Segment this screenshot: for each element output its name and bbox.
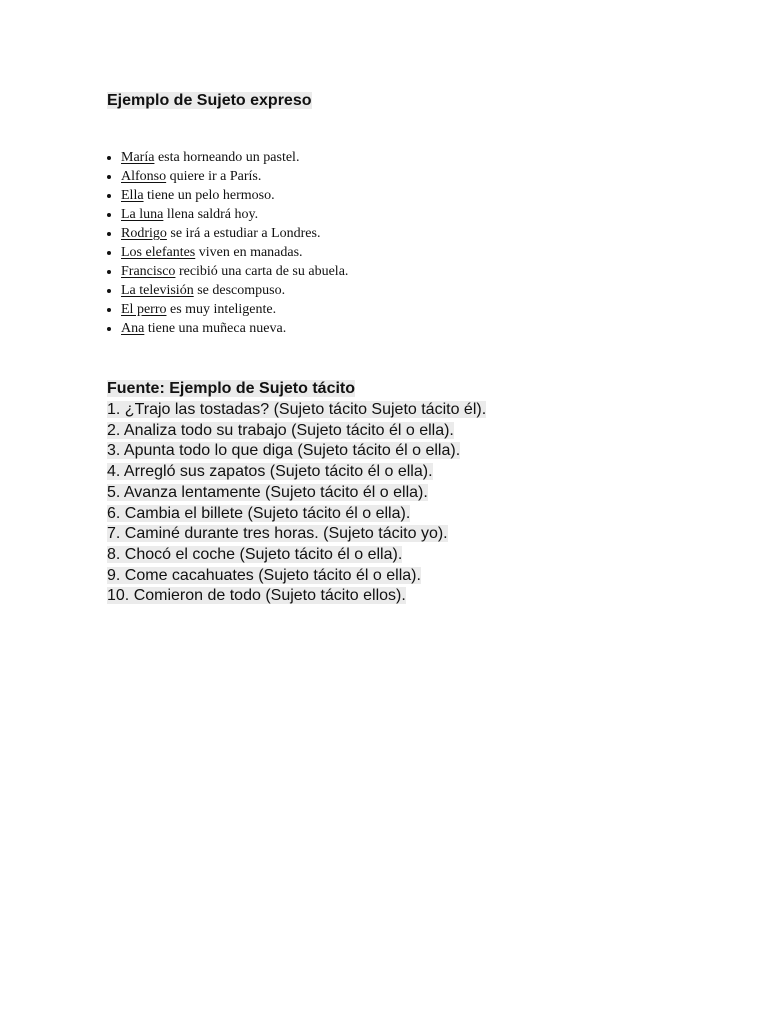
tacito-item-text: 5. Avanza lentamente (Sujeto tácito él o ella). bbox=[107, 483, 428, 501]
list-item bbox=[121, 243, 348, 262]
tacito-item-text: 3. Apunta todo lo que diga (Sujeto tácito él o ella). bbox=[107, 442, 461, 460]
list-item bbox=[107, 524, 486, 545]
predicate-text: recibió una carta de su abuela. bbox=[175, 264, 349, 279]
subject-text: El perro bbox=[121, 302, 167, 317]
list-item bbox=[107, 586, 486, 607]
list-item bbox=[107, 462, 486, 483]
sujeto-expreso-title: Ejemplo de Sujeto expreso bbox=[107, 92, 312, 109]
tacito-item-text: 4. Arregló sus zapatos (Sujeto tácito él o ella). bbox=[107, 463, 433, 481]
sujeto-expreso-list bbox=[107, 148, 348, 338]
list-item bbox=[121, 167, 348, 186]
list-item bbox=[121, 300, 348, 319]
sujeto-tacito-heading bbox=[107, 379, 355, 399]
list-item bbox=[107, 483, 486, 504]
subject-text: Ella bbox=[121, 188, 144, 203]
list-item bbox=[107, 441, 486, 462]
predicate-text: es muy inteligente. bbox=[166, 302, 277, 317]
list-item bbox=[121, 148, 348, 167]
sujeto-tacito-list bbox=[107, 400, 486, 607]
list-item bbox=[121, 205, 348, 224]
list-item bbox=[107, 400, 486, 421]
subject-text: La luna bbox=[121, 207, 164, 222]
subject-text: Francisco bbox=[121, 264, 176, 279]
tacito-item-text: 7. Caminé durante tres horas. (Sujeto tácito yo). bbox=[107, 525, 448, 543]
tacito-item-text: 10. Comieron de todo (Sujeto tácito ellos). bbox=[107, 587, 406, 605]
subject-text: Ana bbox=[121, 321, 145, 336]
list-item bbox=[107, 545, 486, 566]
tacito-item-text: 2. Analiza todo su trabajo (Sujeto tácito él o ella). bbox=[107, 421, 454, 439]
subject-text: Alfonso bbox=[121, 169, 167, 184]
predicate-text: llena saldrá hoy. bbox=[163, 207, 259, 222]
predicate-text: se descompuso. bbox=[193, 283, 286, 298]
tacito-item-text: 6. Cambia el billete (Sujeto tácito él o ella). bbox=[107, 504, 411, 522]
subject-text: María bbox=[121, 150, 155, 165]
list-item bbox=[121, 319, 348, 338]
predicate-text: esta horneando un pastel. bbox=[154, 150, 300, 165]
predicate-text: viven en manadas. bbox=[195, 245, 303, 260]
predicate-text: se irá a estudiar a Londres. bbox=[166, 226, 321, 241]
tacito-item-text: 9. Come cacahuates (Sujeto tácito él o ella). bbox=[107, 566, 421, 584]
predicate-text: quiere ir a París. bbox=[166, 169, 262, 184]
list-item bbox=[107, 566, 486, 587]
predicate-text: tiene un pelo hermoso. bbox=[143, 188, 275, 203]
list-item bbox=[121, 224, 348, 243]
list-item bbox=[107, 421, 486, 442]
list-item bbox=[121, 262, 348, 281]
sujeto-tacito-title: Fuente: Ejemplo de Sujeto tácito bbox=[107, 380, 356, 397]
subject-text: Rodrigo bbox=[121, 226, 167, 241]
list-item bbox=[107, 504, 486, 525]
predicate-text: tiene una muñeca nueva. bbox=[144, 321, 287, 336]
list-item bbox=[121, 281, 348, 300]
subject-text: La televisión bbox=[121, 283, 194, 298]
tacito-item-text: 1. ¿Trajo las tostadas? (Sujeto tácito Sujeto tácito él). bbox=[107, 401, 487, 418]
tacito-item-text: 8. Chocó el coche (Sujeto tácito él o ella). bbox=[107, 545, 403, 563]
list-item bbox=[121, 186, 348, 205]
subject-text: Los elefantes bbox=[121, 245, 196, 260]
sujeto-expreso-heading bbox=[107, 91, 312, 111]
